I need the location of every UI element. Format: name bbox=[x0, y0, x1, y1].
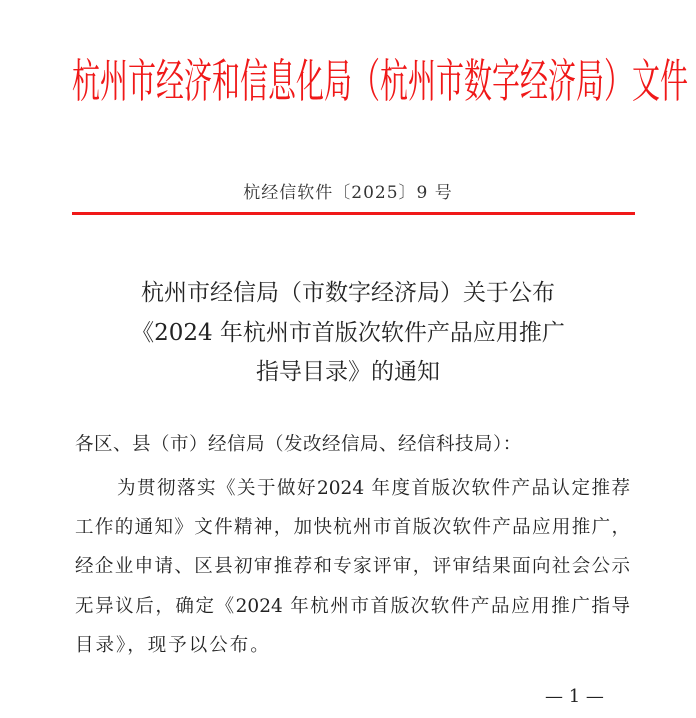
body-line: 工作的通知》文件精神，加快杭州市首版次软件产品应用推广， bbox=[75, 517, 630, 539]
document-header-title: 杭州市经济和信息化局（杭州市数字经济局）文件 bbox=[72, 53, 689, 109]
body-paragraph bbox=[75, 469, 630, 665]
document-number: 杭经信软件〔2025〕9 号 bbox=[243, 183, 453, 203]
body-line: 无异议后，确定《2024 年杭州市首版次软件产品应用推广指导 bbox=[75, 595, 630, 617]
body-line: 经企业申请、区县初审推荐和专家评审，评审结果面向社会公示 bbox=[75, 556, 630, 578]
body-line: 目录》，现予以公布。 bbox=[75, 634, 271, 656]
notice-title-line: 杭州市经信局（市数字经济局）关于公布 bbox=[141, 280, 555, 306]
notice-title-line: 指导目录》的通知 bbox=[256, 359, 440, 385]
body-line: 为贯彻落实《关于做好2024 年度首版次软件产品认定推荐 bbox=[117, 478, 630, 499]
notice-title bbox=[0, 274, 696, 393]
notice-title-line: 《2024 年杭州市首版次软件产品应用推广 bbox=[131, 319, 565, 346]
page-number: — 1 — bbox=[545, 686, 604, 707]
salutation: 各区、县（市）经信局（发改经信局、经信科技局）： bbox=[75, 434, 522, 455]
red-divider-line bbox=[72, 212, 635, 215]
